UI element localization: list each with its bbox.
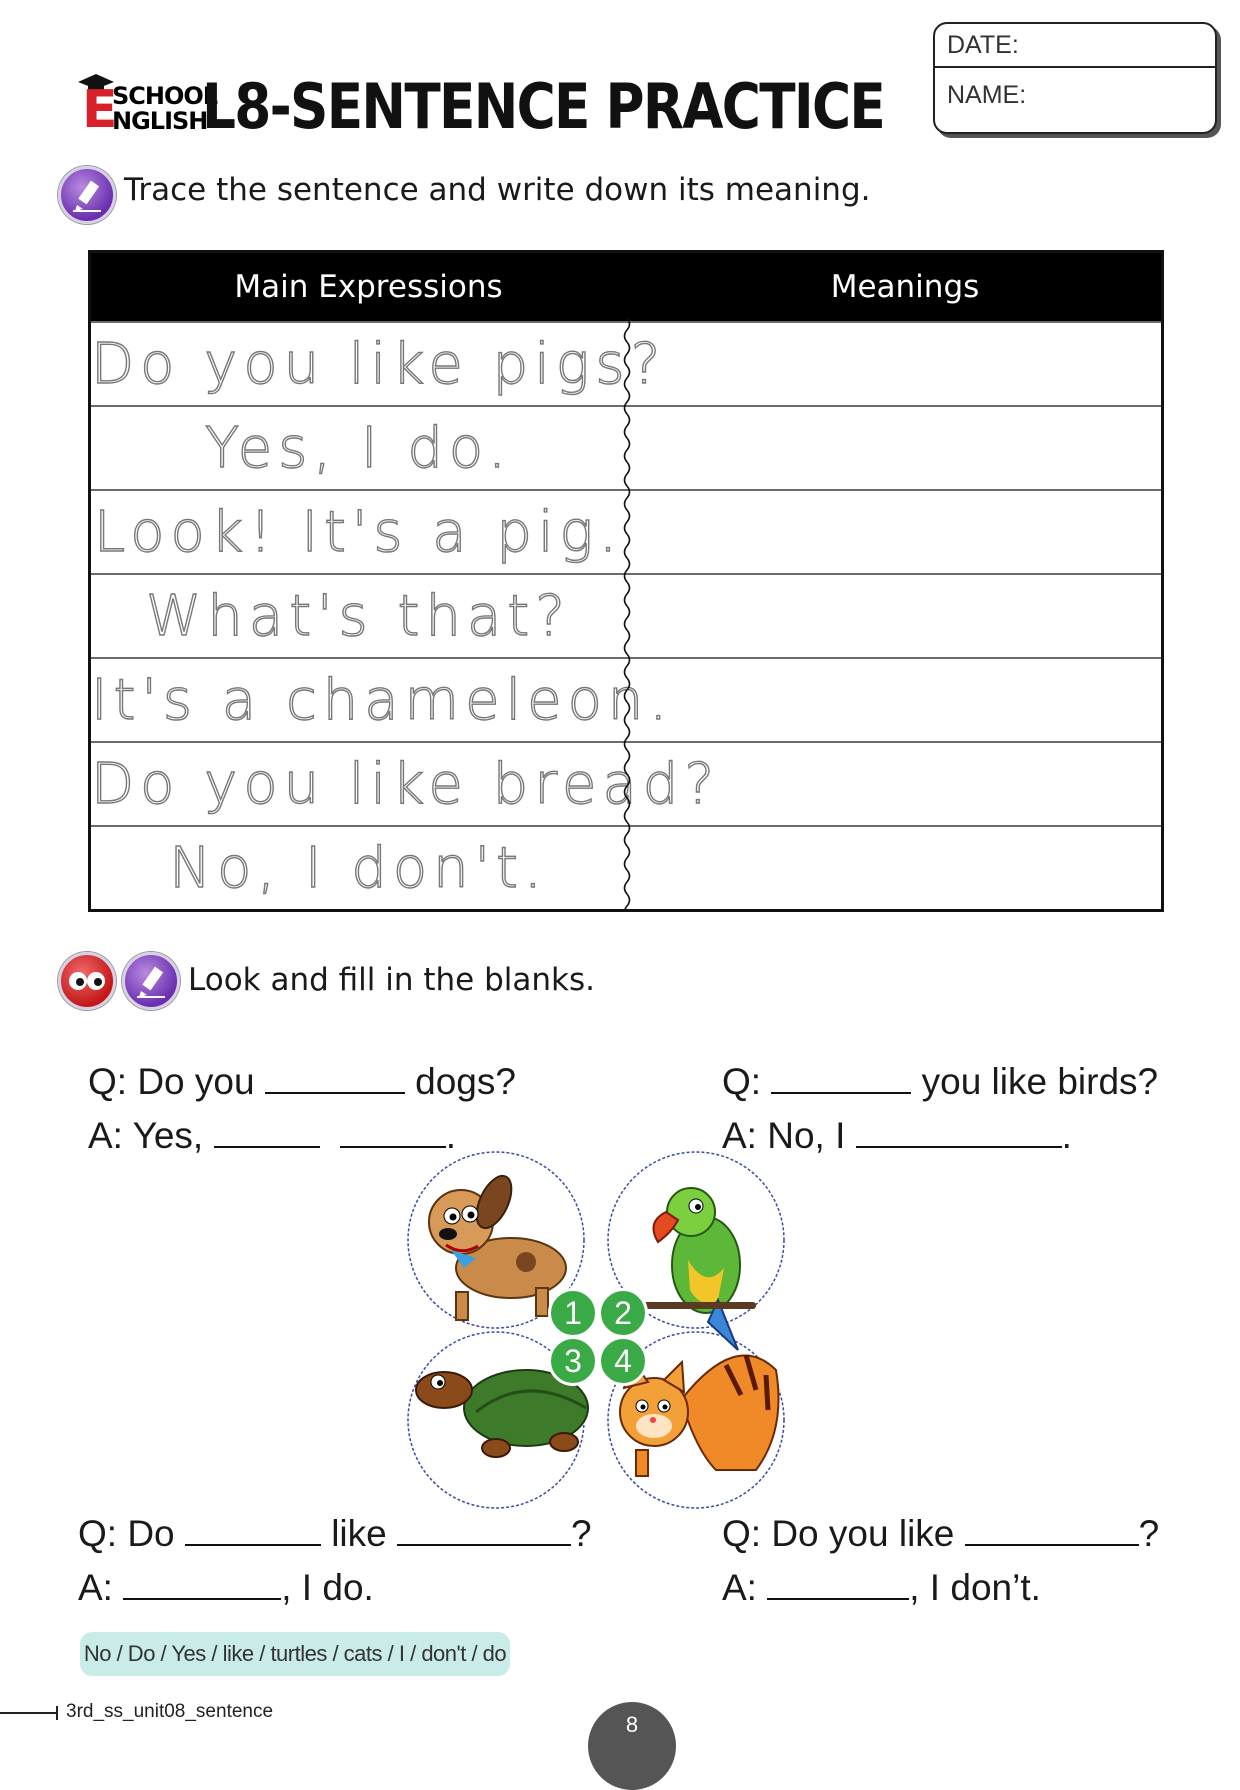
a1-blank-2[interactable]	[340, 1116, 446, 1148]
footer-code: 3rd_ss_unit08_sentence	[66, 1701, 274, 1722]
page-title: L8-SENTENCE PRACTICE	[202, 70, 885, 143]
trace-sentence: Do you like bread?	[91, 752, 721, 817]
date-name-box	[933, 22, 1217, 134]
picture-number-2: 2	[598, 1288, 648, 1338]
question-4	[722, 1512, 1159, 1556]
footer-tick	[56, 1706, 58, 1720]
meaning-cell[interactable]	[631, 827, 1161, 911]
question-2	[722, 1060, 1158, 1104]
a3-text-end: , I do.	[281, 1567, 374, 1608]
school-english-logo	[74, 72, 218, 140]
q3-text: Q: Do	[78, 1513, 175, 1554]
q1-text: Q: Do you	[88, 1061, 255, 1102]
picture-number-3: 3	[548, 1336, 598, 1386]
meaning-cell[interactable]	[631, 407, 1161, 491]
a1-blank-1[interactable]	[214, 1116, 320, 1148]
trace-sentence: No, I don't.	[169, 836, 548, 901]
header-meanings: Meanings	[830, 269, 980, 305]
meaning-cell[interactable]	[631, 323, 1161, 407]
eyes-icon	[58, 952, 116, 1010]
trace-sentence: Look! It's a pig.	[94, 500, 623, 565]
q4-text-end: ?	[1138, 1513, 1160, 1554]
name-label: NAME:	[947, 81, 1027, 109]
meaning-cell[interactable]	[631, 491, 1161, 575]
q1-text-end: dogs?	[415, 1061, 516, 1102]
a3-blank[interactable]	[123, 1568, 281, 1600]
animals-picture	[396, 1150, 806, 1510]
a4-blank[interactable]	[767, 1568, 909, 1600]
q1-blank[interactable]	[265, 1062, 405, 1094]
logo-letter: E	[82, 80, 118, 140]
q3-text-end: ?	[571, 1513, 592, 1554]
question-3	[78, 1512, 592, 1556]
q2-text: Q:	[722, 1061, 762, 1102]
answer-3	[78, 1566, 374, 1610]
footer-line	[0, 1712, 58, 1714]
meaning-cell[interactable]	[631, 659, 1161, 743]
meaning-cell[interactable]	[631, 743, 1161, 827]
question-1	[88, 1060, 516, 1104]
instruction-trace: Trace the sentence and write down its meaning.	[124, 172, 871, 208]
pencil-icon	[122, 952, 180, 1010]
a2-text: A: No, I	[722, 1115, 846, 1156]
answer-4	[722, 1566, 1041, 1610]
q3-blank-2[interactable]	[397, 1514, 571, 1546]
trace-sentence: Yes, I do.	[205, 416, 512, 481]
a2-blank[interactable]	[856, 1116, 1062, 1148]
pencil-icon	[58, 166, 116, 224]
meaning-cell[interactable]	[631, 575, 1161, 659]
q2-blank[interactable]	[771, 1062, 911, 1094]
trace-sentence: It's a chameleon.	[91, 668, 674, 733]
picture-number-4: 4	[598, 1336, 648, 1386]
logo-word-school: SCHOOL	[112, 82, 218, 110]
a3-text: A:	[78, 1567, 113, 1608]
word-bank: No / Do / Yes / like / turtles / cats / I / don't / do	[80, 1632, 510, 1676]
trace-sentence: What's that?	[146, 584, 571, 649]
q4-blank[interactable]	[965, 1514, 1139, 1546]
table-header	[91, 253, 1161, 321]
instruction-fill: Look and fill in the blanks.	[188, 962, 595, 998]
date-label: DATE:	[947, 31, 1019, 59]
a1-text-end: .	[445, 1115, 457, 1156]
q3-text-mid: like	[331, 1513, 387, 1554]
q3-blank-1[interactable]	[185, 1514, 321, 1546]
trace-sentence: Do you like pigs?	[91, 332, 667, 397]
page-number: 8	[588, 1702, 676, 1790]
a4-text-end: , I don’t.	[909, 1567, 1041, 1608]
a2-text-end: .	[1061, 1115, 1072, 1156]
q4-text: Q: Do you like	[722, 1513, 955, 1554]
logo-word-english: NGLISH	[112, 107, 208, 135]
a1-text: A: Yes,	[88, 1115, 204, 1156]
wavy-column-divider	[621, 318, 633, 910]
a4-text: A:	[722, 1567, 757, 1608]
picture-number-1: 1	[548, 1288, 598, 1338]
header-main-expressions: Main Expressions	[234, 269, 503, 305]
q2-text-end: you like birds?	[921, 1061, 1159, 1102]
divider	[935, 66, 1215, 68]
